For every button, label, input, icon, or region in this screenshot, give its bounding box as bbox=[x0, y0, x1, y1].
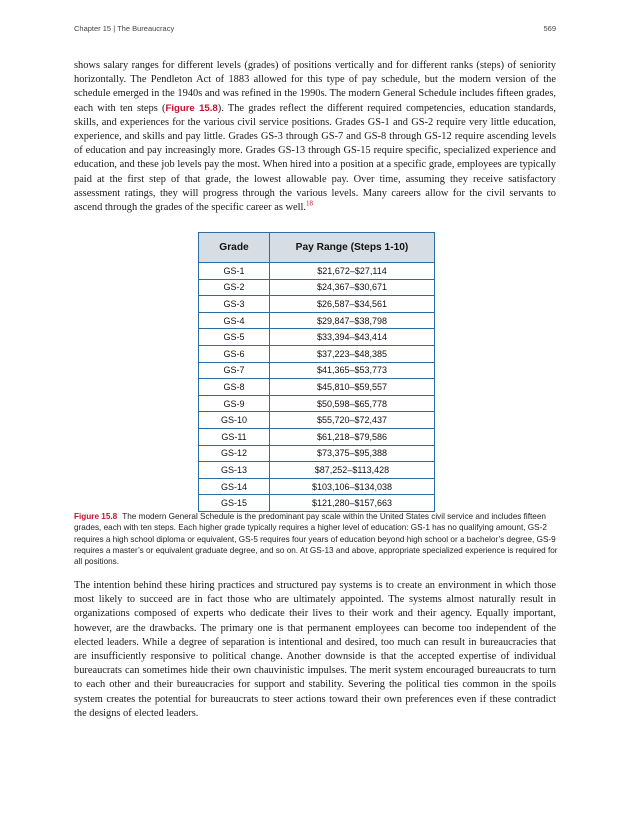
body-paragraph-1 bbox=[74, 59, 556, 215]
table-row bbox=[199, 329, 435, 346]
grade-cell: GS-9 bbox=[199, 395, 270, 412]
pay-range-cell: $33,394–$43,414 bbox=[270, 329, 435, 346]
pay-range-cell: $103,106–$134,038 bbox=[270, 478, 435, 495]
grade-cell: GS-10 bbox=[199, 412, 270, 429]
grade-cell: GS-8 bbox=[199, 379, 270, 396]
table-row bbox=[199, 279, 435, 296]
table-row bbox=[199, 445, 435, 462]
grade-cell: GS-2 bbox=[199, 279, 270, 296]
grade-cell: GS-12 bbox=[199, 445, 270, 462]
table-row bbox=[199, 362, 435, 379]
column-header-grade: Grade bbox=[199, 233, 270, 263]
grade-cell: GS-5 bbox=[199, 329, 270, 346]
footnote-link[interactable]: 18 bbox=[305, 199, 313, 208]
grade-cell: GS-7 bbox=[199, 362, 270, 379]
table-body bbox=[199, 263, 435, 512]
caption-text: The modern General Schedule is the predominant pay scale within the United States civil service and includes fifteen grades, each with ten steps. Each higher grade typically requires a higher level of education: GS-1 has no qualifying amount, GS-2 requires a high school diploma or equivalent, GS-5 requires four years of education beyond high school or a bachelor’s degree, GS-9 requires a master’s or equivalent graduate degree, and so on. At GS-13 and above, appropriate specialized experience is required for all positions. bbox=[74, 512, 558, 567]
figure-link[interactable]: Figure 15.8 bbox=[165, 102, 218, 114]
table-header-row bbox=[199, 233, 435, 263]
table-row bbox=[199, 395, 435, 412]
grade-cell: GS-11 bbox=[199, 428, 270, 445]
table-row bbox=[199, 379, 435, 396]
grade-cell: GS-6 bbox=[199, 345, 270, 362]
table-row bbox=[199, 412, 435, 429]
running-header bbox=[74, 24, 556, 36]
pay-range-cell: $55,720–$72,437 bbox=[270, 412, 435, 429]
grade-cell: GS-4 bbox=[199, 312, 270, 329]
grade-cell: GS-3 bbox=[199, 296, 270, 313]
pay-range-cell: $24,367–$30,671 bbox=[270, 279, 435, 296]
table-row bbox=[199, 312, 435, 329]
pay-range-cell: $37,223–$48,385 bbox=[270, 345, 435, 362]
column-header-pay-range: Pay Range (Steps 1-10) bbox=[270, 233, 435, 263]
pay-range-cell: $61,218–$79,586 bbox=[270, 428, 435, 445]
pay-range-cell: $121,280–$157,663 bbox=[270, 495, 435, 512]
pay-range-cell: $21,672–$27,114 bbox=[270, 263, 435, 280]
paragraph-text: ). The grades reflect the different required competencies, education standards, skills, and experiences for the various civil service positions. Grades GS-1 and GS-2 require very little education, experience, and skills and pay little. Grades GS-3 through GS-7 and GS-8 through GS-12 require ascending levels of education and pay increasingly more. Grades GS-13 through GS-15 require specific, specialized experience and education, and these job levels pay the most. When hired into a position at a specific grade, employees are typically paid at the first step of that grade, the lowest allowable pay. Over time, assuming they receive satisfactory assessment ratings, they will progress through the various levels. Many careers allow for the civil servants to ascend through the grades of the specific career as well. bbox=[74, 102, 556, 214]
pay-range-cell: $41,365–$53,773 bbox=[270, 362, 435, 379]
pay-schedule-table bbox=[198, 232, 435, 512]
table-row bbox=[199, 263, 435, 280]
pay-range-cell: $73,375–$95,388 bbox=[270, 445, 435, 462]
grade-cell: GS-14 bbox=[199, 478, 270, 495]
table-row bbox=[199, 462, 435, 479]
caption-label: Figure 15.8 bbox=[74, 512, 118, 521]
grade-cell: GS-1 bbox=[199, 263, 270, 280]
table-row bbox=[199, 296, 435, 313]
paragraph-text: shows salary ranges for different levels (grades) of positions vertically and for different ranks (steps) of seniority horizontally. The Pendleton Act of 1883 allowed for this type of pay schedule, but the modern version of the schedule emerged in the 1940s and was refined in the 1990s. The modern General Schedule includes fifteen grades, each with ten steps ( bbox=[74, 60, 556, 114]
pay-range-cell: $45,810–$59,557 bbox=[270, 379, 435, 396]
pay-range-cell: $87,252–$113,428 bbox=[270, 462, 435, 479]
pay-range-cell: $26,587–$34,561 bbox=[270, 296, 435, 313]
table-row bbox=[199, 478, 435, 495]
figure-caption bbox=[74, 511, 558, 567]
pay-range-cell: $29,847–$38,798 bbox=[270, 312, 435, 329]
page-number: 569 bbox=[543, 24, 556, 33]
table-row bbox=[199, 428, 435, 445]
grade-cell: GS-13 bbox=[199, 462, 270, 479]
grade-cell: GS-15 bbox=[199, 495, 270, 512]
pay-range-cell: $50,598–$65,778 bbox=[270, 395, 435, 412]
chapter-title: Chapter 15 | The Bureaucracy bbox=[74, 24, 175, 33]
body-paragraph-2: The intention behind these hiring practices and structured pay systems is to create an environment in which those most likely to succeed are in fact those who are ultimately appointed. The systems almost naturally result in organizations composed of experts who dedicate their lives to their work and their agency. Equally important, however, are the drawbacks. The primary one is that permanent employees can become too independent of the elected leaders. While a degree of separation is intentional and desired, too much can result in bureaucracies that are insufficiently responsive to political change. Another downside is that the accepted expertise of individual bureaucrats can sometimes hide their own chauvinistic impulses. The merit system encouraged bureaucrats to turn to each other and their bureaucracies for support and stability. Severing the political ties common in the spoils system creates the potential for bureaucrats to steer actions toward their own preferences even if these contradict the designs of elected leaders. bbox=[74, 580, 556, 719]
table-row bbox=[199, 495, 435, 512]
table-row bbox=[199, 345, 435, 362]
